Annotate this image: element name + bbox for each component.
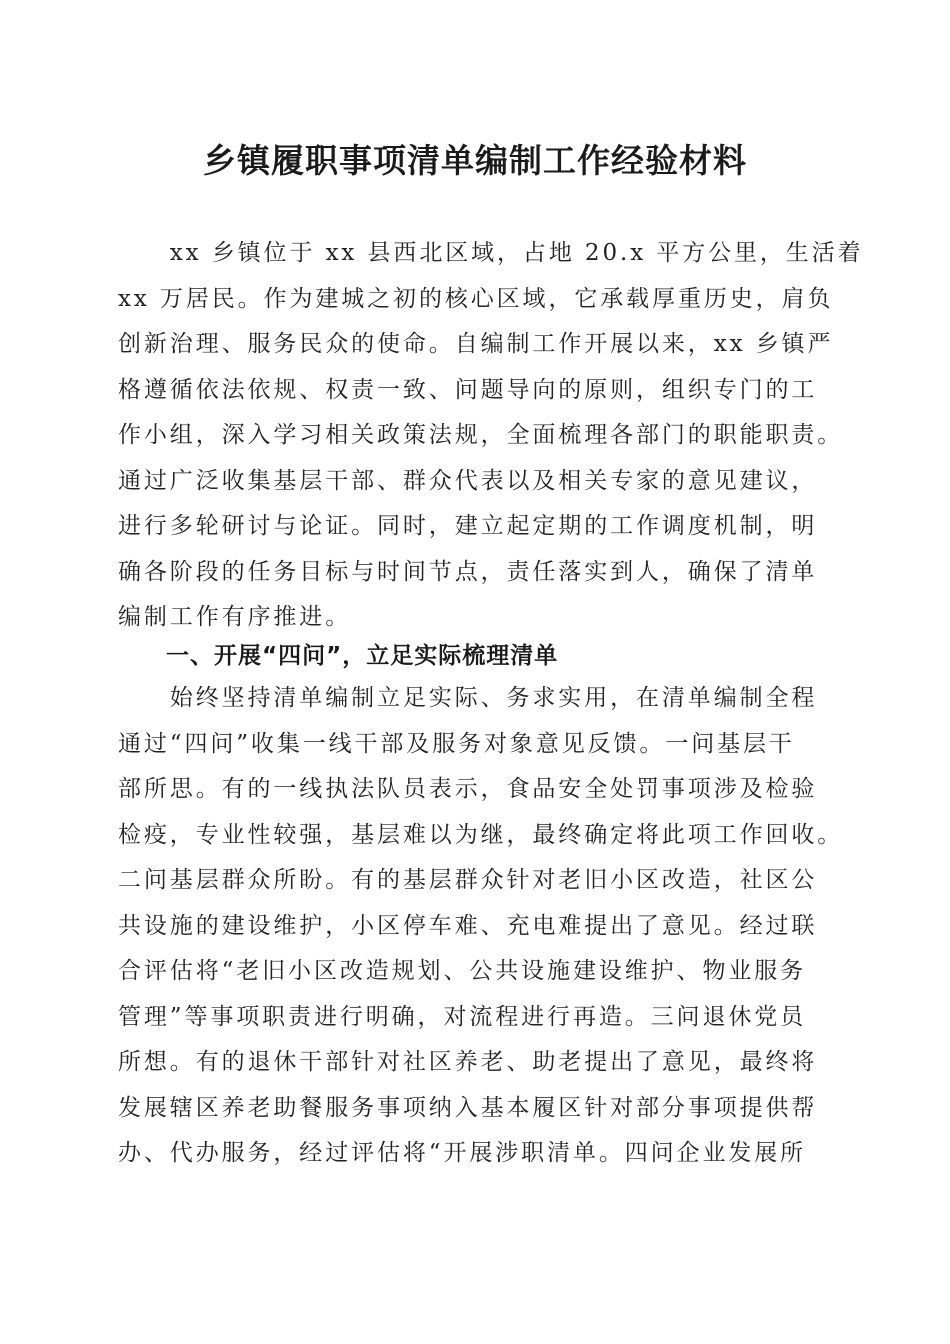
- text-line: xx 万居民。作为建城之初的核心区域，它承载厚重历史，肩负: [118, 285, 834, 312]
- text-line: 二问基层群众所盼。有的基层群众针对老旧小区改造，社区公: [118, 867, 818, 893]
- text-line: 所想。有的退休干部针对社区养老、助老提出了意见，最终将: [118, 1049, 818, 1075]
- text-line: 部所思。有的一线执法队员表示，食品安全处罚事项涉及检验: [118, 776, 818, 802]
- text-line: 进行多轮研讨与论证。同时，建立起定期的工作调度机制，明: [118, 513, 818, 539]
- document-title: 乡镇履职事项清单编制工作经验材料: [203, 141, 747, 180]
- paragraph-section-1: [118, 676, 844, 1177]
- text-line: 合评估将“老旧小区改造规划、公共设施建设维护、物业服务: [118, 958, 807, 984]
- text-line: 发展辖区养老助餐服务事项纳入基本履区针对部分事项提供帮: [118, 1094, 818, 1121]
- text-line: 通过广泛收集基层干部、群众代表以及相关专家的意见建议，: [118, 467, 818, 494]
- text-line: 确各阶段的任务目标与时间节点，责任落实到人，确保了清单: [118, 558, 818, 585]
- text-line: 编制工作有序推进。: [118, 604, 352, 630]
- paragraph-intro: [118, 231, 864, 641]
- text-line: 检疫，专业性较强，基层难以为继，最终确定将此项工作回收。: [118, 821, 844, 848]
- section-heading-1: 一、开展“四问”，立足实际梳理清单: [166, 643, 559, 669]
- text-line: 办、代办服务，经过评估将“开展涉职清单。四问企业发展所: [118, 1140, 807, 1166]
- text-line: 作小组，深入学习相关政策法规，全面梳理各部门的职能职责。: [118, 422, 844, 448]
- text-line: 格遵循依法依规、权责一致、问题导向的原则，组织专门的工: [118, 376, 818, 403]
- text-line: xx 乡镇位于 xx 县西北区域，占地 20.x 平方公里，生活着: [118, 240, 864, 266]
- text-line: 共设施的建设维护，小区停车难、充电难提出了意见。经过联: [118, 912, 818, 939]
- text-line: 通过“四问”收集一线干部及服务对象意见反馈。一问基层干: [118, 730, 795, 757]
- text-line: 创新治理、服务民众的使命。自编制工作开展以来，xx 乡镇严: [118, 331, 834, 357]
- text-line: 始终坚持清单编制立足实际、务求实用，在清单编制全程: [118, 685, 818, 711]
- text-line: 管理”等事项职责进行明确，对流程进行再造。三问退休党员: [118, 1003, 807, 1030]
